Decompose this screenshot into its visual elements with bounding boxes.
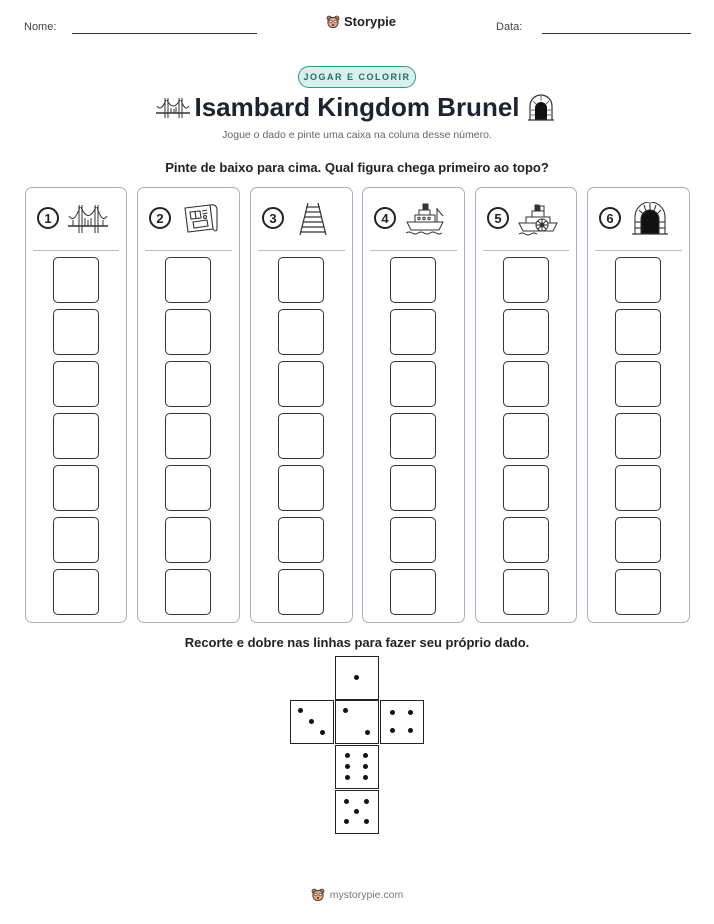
- die-face-3: [290, 700, 334, 744]
- color-box[interactable]: [278, 413, 324, 459]
- die-pip: [344, 819, 349, 824]
- color-box[interactable]: [165, 465, 211, 511]
- instruction-bottom: Recorte e dobre nas linhas para fazer seu próprio dado.: [184, 635, 530, 650]
- color-box[interactable]: [615, 517, 661, 563]
- color-box[interactable]: [278, 361, 324, 407]
- color-box[interactable]: [165, 517, 211, 563]
- color-box[interactable]: [165, 413, 211, 459]
- die-face-2: [335, 700, 379, 744]
- column-2: [137, 187, 240, 623]
- column-header: [26, 188, 126, 250]
- column-divider: [483, 250, 569, 251]
- die-face-4: [380, 700, 424, 744]
- color-box[interactable]: [278, 517, 324, 563]
- column-divider: [370, 250, 457, 251]
- name-label: Nome:: [24, 21, 57, 33]
- color-box[interactable]: [390, 569, 436, 615]
- color-box[interactable]: [53, 309, 99, 355]
- date-label: Data:: [496, 21, 523, 33]
- railway-track-icon: [293, 202, 333, 236]
- column-header: [138, 188, 239, 250]
- color-box[interactable]: [53, 465, 99, 511]
- die-pip: [363, 753, 368, 758]
- column-number: 4: [374, 207, 396, 229]
- color-box[interactable]: [503, 465, 549, 511]
- instruction-top: Pinte de baixo para cima. Qual figura chega primeiro ao topo?: [165, 160, 549, 175]
- column-number: 2: [149, 207, 171, 229]
- die-pip: [344, 799, 349, 804]
- page-subtitle: Jogue o dado e pinte uma caixa na coluna desse número.: [222, 129, 492, 141]
- color-box[interactable]: [503, 517, 549, 563]
- column-header: [476, 188, 576, 250]
- color-box[interactable]: [503, 257, 549, 303]
- blueprint-scroll-icon: [180, 202, 220, 236]
- die-pip: [364, 819, 369, 824]
- column-divider: [258, 250, 345, 251]
- color-box[interactable]: [390, 413, 436, 459]
- column-divider: [595, 250, 682, 251]
- column-number: 3: [262, 207, 284, 229]
- die-net: [290, 656, 424, 836]
- die-pip: [345, 775, 350, 780]
- color-box[interactable]: [615, 465, 661, 511]
- column-header: [588, 188, 689, 250]
- color-box[interactable]: [390, 517, 436, 563]
- footer: [0, 888, 714, 902]
- color-box[interactable]: [53, 569, 99, 615]
- color-box[interactable]: [615, 569, 661, 615]
- die-pip: [345, 764, 350, 769]
- color-box[interactable]: [278, 309, 324, 355]
- paddle-steamer-icon: [518, 202, 558, 236]
- die-pip: [363, 775, 368, 780]
- tunnel-icon: [630, 202, 670, 236]
- page-title: Isambard Kingdom Brunel: [194, 92, 520, 122]
- storypie-bear-icon: [326, 15, 340, 29]
- date-line[interactable]: [542, 33, 691, 34]
- color-box[interactable]: [165, 309, 211, 355]
- die-face-1: [335, 656, 379, 700]
- color-box[interactable]: [615, 361, 661, 407]
- color-box[interactable]: [503, 309, 549, 355]
- color-box[interactable]: [615, 257, 661, 303]
- color-box[interactable]: [278, 569, 324, 615]
- die-face-6: [335, 745, 379, 789]
- activity-badge: JOGAR E COLORIR: [298, 66, 416, 88]
- color-box[interactable]: [503, 361, 549, 407]
- color-box[interactable]: [53, 361, 99, 407]
- color-box[interactable]: [615, 309, 661, 355]
- storypie-bear-icon: [311, 888, 325, 902]
- color-box[interactable]: [503, 413, 549, 459]
- color-box[interactable]: [53, 517, 99, 563]
- die-pip: [365, 730, 370, 735]
- die-pip: [408, 728, 413, 733]
- column-1: [25, 187, 127, 623]
- die-pip: [363, 764, 368, 769]
- color-box[interactable]: [165, 257, 211, 303]
- color-box[interactable]: [390, 257, 436, 303]
- die-face-5: [335, 790, 379, 834]
- color-box[interactable]: [165, 569, 211, 615]
- name-line[interactable]: [72, 33, 257, 34]
- color-box[interactable]: [278, 257, 324, 303]
- column-4: [362, 187, 465, 623]
- die-pip: [390, 710, 395, 715]
- die-pip: [320, 730, 325, 735]
- color-box[interactable]: [390, 465, 436, 511]
- column-6: [587, 187, 690, 623]
- color-box[interactable]: [278, 465, 324, 511]
- column-3: [250, 187, 353, 623]
- column-number: 1: [37, 207, 59, 229]
- footer-url[interactable]: mystorypie.com: [329, 889, 404, 901]
- column-divider: [33, 250, 119, 251]
- color-box[interactable]: [390, 309, 436, 355]
- die-pip: [345, 753, 350, 758]
- column-divider: [145, 250, 232, 251]
- die-pip: [390, 728, 395, 733]
- die-pip: [343, 708, 348, 713]
- color-box[interactable]: [53, 257, 99, 303]
- color-box[interactable]: [165, 361, 211, 407]
- die-pip: [408, 710, 413, 715]
- color-box[interactable]: [53, 413, 99, 459]
- tunnel-icon: [527, 94, 555, 122]
- die-pip: [298, 708, 303, 713]
- die-pip: [364, 799, 369, 804]
- color-box[interactable]: [615, 413, 661, 459]
- column-header: [251, 188, 352, 250]
- die-pip: [354, 675, 359, 680]
- brand-logo: [326, 14, 396, 29]
- suspension-bridge-icon: [68, 202, 108, 236]
- steamship-icon: [405, 202, 445, 236]
- color-box[interactable]: [390, 361, 436, 407]
- column-header: [363, 188, 464, 250]
- die-pip: [309, 719, 314, 724]
- column-number: 5: [487, 207, 509, 229]
- column-5: [475, 187, 577, 623]
- color-box[interactable]: [503, 569, 549, 615]
- brand-name: Storypie: [344, 14, 397, 29]
- die-pip: [354, 809, 359, 814]
- column-number: 6: [599, 207, 621, 229]
